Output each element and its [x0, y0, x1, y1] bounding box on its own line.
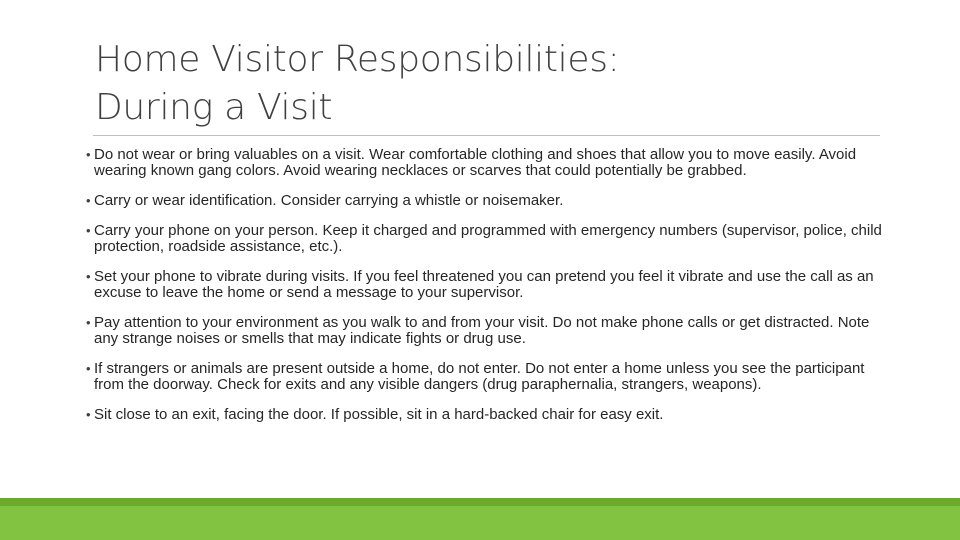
slide-title: [95, 36, 875, 132]
bullet-item-environment: [86, 315, 886, 347]
bullet-text: Set your phone to vibrate during visits. If you feel threatened you can pretend you feel it vibrate and use the call as an excuse to leave the home or send a message to your supervisor.: [94, 268, 874, 301]
slide-title-line-1: Home Visitor Responsibilities:: [95, 39, 620, 80]
bullet-item-vibrate: [86, 269, 886, 301]
bullet-icon: •: [86, 193, 91, 208]
slide-title-line-2: During a Visit: [95, 87, 333, 128]
bullet-item-exit: [86, 407, 886, 423]
bullet-text: Pay attention to your environment as you walk to and from your visit. Do not make phone calls or get distracted. Note any strange noises or smells that may indicate fights or drug use.: [94, 314, 870, 347]
title-divider: [93, 135, 880, 136]
bullet-item-identification: [86, 193, 886, 209]
bullet-text: Carry or wear identification. Consider carrying a whistle or noisemaker.: [94, 192, 564, 209]
bullet-list: [86, 147, 886, 437]
bullet-item-valuables: [86, 147, 886, 179]
bullet-icon: •: [86, 147, 91, 162]
bullet-text: Carry your phone on your person. Keep it charged and programmed with emergency numbers (supervisor, police, child protection, roadside assistance, etc.).: [94, 222, 882, 255]
bullet-text: If strangers or animals are present outside a home, do not enter. Do not enter a home unless you see the participant from the doorway. Check for exits and any visible dangers (drug paraphernalia, strangers, weapons).: [94, 360, 865, 393]
bullet-text: Do not wear or bring valuables on a visit. Wear comfortable clothing and shoes that allow you to move easily. Avoid wearing known gang colors. Avoid wearing necklaces or scarves that could potentially be grabbed.: [94, 146, 857, 179]
bullet-icon: •: [86, 269, 91, 284]
bullet-text: Sit close to an exit, facing the door. If possible, sit in a hard-backed chair for easy exit.: [94, 406, 664, 423]
bullet-icon: •: [86, 223, 91, 238]
footer-accent-strip: [0, 498, 960, 506]
bullet-icon: •: [86, 407, 91, 422]
bullet-item-strangers: [86, 361, 886, 393]
bullet-icon: •: [86, 361, 91, 376]
bullet-icon: •: [86, 315, 91, 330]
bullet-item-phone: [86, 223, 886, 255]
